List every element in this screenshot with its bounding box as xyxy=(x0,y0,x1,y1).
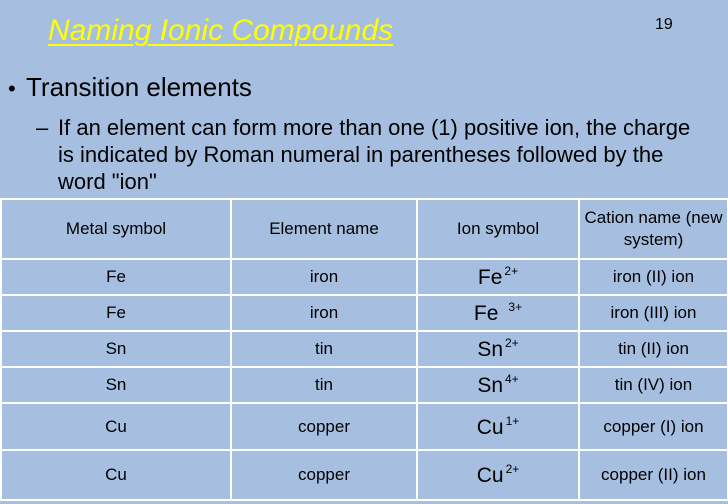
header-cation-name: Cation name (new system) xyxy=(579,199,728,259)
cell-metal-symbol: Cu xyxy=(1,403,231,450)
sub-bullet xyxy=(36,114,696,195)
table-row xyxy=(1,331,728,367)
header-ion-symbol: Ion symbol xyxy=(417,199,579,259)
cell-cation-name: tin (IV) ion xyxy=(579,367,728,403)
ion-table xyxy=(0,198,728,501)
dash-icon: – xyxy=(36,115,49,140)
ion-charge: 2+ xyxy=(504,264,519,278)
table-header-row xyxy=(1,199,728,259)
cell-cation-name: copper (II) ion xyxy=(579,450,728,500)
ion-base: Cu xyxy=(476,415,504,439)
cell-ion-symbol xyxy=(417,367,579,403)
ion-base: Sn xyxy=(477,338,503,361)
cell-metal-symbol: Fe xyxy=(1,295,231,331)
cell-element-name: copper xyxy=(231,403,417,450)
cell-element-name: tin xyxy=(231,331,417,367)
ion-charge: 2+ xyxy=(505,462,520,476)
header-element-name: Element name xyxy=(231,199,417,259)
ion-charge: 4+ xyxy=(505,372,519,386)
bullet-transition-elements xyxy=(8,72,252,103)
cell-ion-symbol xyxy=(417,403,579,450)
table-row xyxy=(1,259,728,295)
cell-cation-name: tin (II) ion xyxy=(579,331,728,367)
cell-metal-symbol: Sn xyxy=(1,331,231,367)
cell-metal-symbol: Cu xyxy=(1,450,231,500)
cell-cation-name: iron (II) ion xyxy=(579,259,728,295)
cell-cation-name: iron (III) ion xyxy=(579,295,728,331)
cell-metal-symbol: Sn xyxy=(1,367,231,403)
ion-base: Fe xyxy=(477,266,503,289)
cell-element-name: tin xyxy=(231,367,417,403)
bullet-main-text: Transition elements xyxy=(26,72,252,102)
ion-charge: 3+ xyxy=(508,300,523,314)
table-row xyxy=(1,450,728,500)
ion-charge: 2+ xyxy=(505,336,519,350)
cell-element-name: iron xyxy=(231,259,417,295)
cell-element-name: copper xyxy=(231,450,417,500)
table-row xyxy=(1,295,728,331)
table-row xyxy=(1,403,728,450)
cell-cation-name: copper (I) ion xyxy=(579,403,728,450)
cell-metal-symbol: Fe xyxy=(1,259,231,295)
cell-element-name: iron xyxy=(231,295,417,331)
cell-ion-symbol xyxy=(417,450,579,500)
header-metal-symbol: Metal symbol xyxy=(1,199,231,259)
table-row xyxy=(1,367,728,403)
cell-ion-symbol xyxy=(417,295,579,331)
bullet-dot-icon: • xyxy=(8,76,16,101)
ion-base: Sn xyxy=(477,374,503,397)
cell-ion-symbol xyxy=(417,331,579,367)
ion-base: Fe xyxy=(473,302,499,325)
ion-base: Cu xyxy=(476,464,504,487)
ion-charge: 1+ xyxy=(505,413,520,428)
sub-bullet-text: If an element can form more than one (1) positive ion, the charge is indicated by Roman numeral in parentheses followed by the word "ion" xyxy=(58,115,691,194)
cell-ion-symbol xyxy=(417,259,579,295)
slide-number: 19 xyxy=(655,16,673,33)
slide-title: Naming Ionic Compounds xyxy=(48,14,394,47)
